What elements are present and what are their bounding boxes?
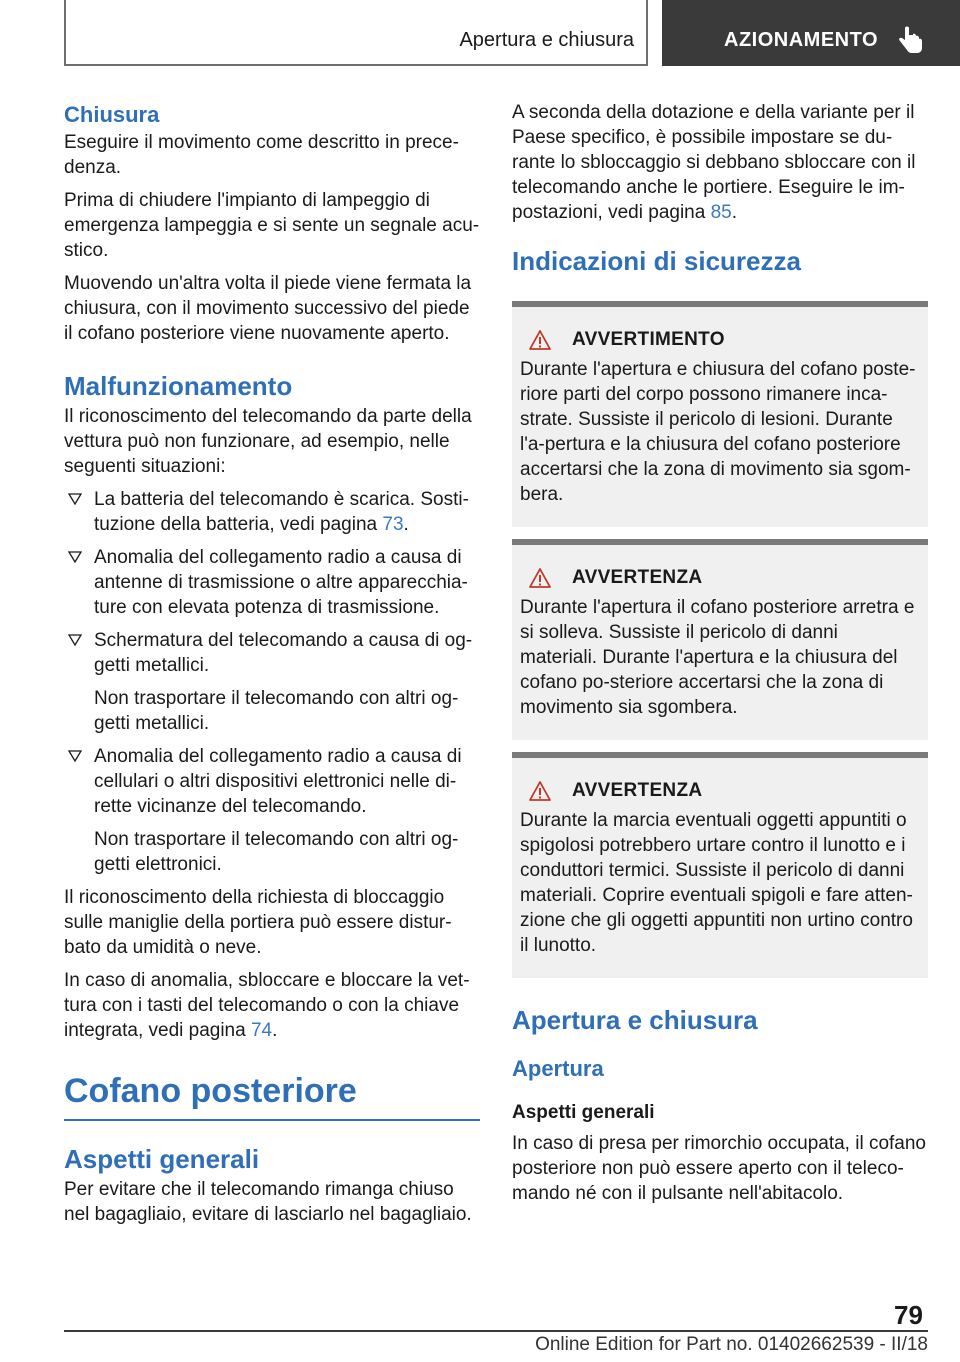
heading-chiusura: Chiusura: [64, 102, 160, 127]
page-link-85[interactable]: 85: [710, 202, 732, 223]
list-item-note: Non trasportare il telecomando con altri og-getti metallici.: [94, 688, 459, 734]
warning-triangle-icon: [528, 329, 552, 351]
bullet-list: [64, 487, 480, 877]
page-link-74[interactable]: 74: [250, 1020, 273, 1041]
paragraph: In caso di anomalia, sbloccare e bloccare la vet-tura con i tasti del telecomando o con la chiave integrata, vedi pagina 74.: [64, 970, 470, 1041]
warning-title: AVVERTIMENTO: [572, 329, 725, 350]
warning-text: Durante la marcia eventuali oggetti appuntiti o spigolosi potrebbero urtare contro il lunotto e i conduttori termici. Sussiste il pericolo di danni materiali. Coprire eventuali spigoli e fare atten-zione che gli oggetti appuntiti non urtino contro il lunotto.: [520, 810, 913, 956]
paragraph: In caso di presa per rimorchio occupata, il cofano posteriore non può essere aperto con il teleco-mando né con il pulsante nell'abitacolo.: [512, 1133, 926, 1204]
paragraph: Muovendo un'altra volta il piede viene fermata la chiusura, con il movimento successivo del piede il cofano posteriore viene nuovamente aperto.: [64, 273, 472, 344]
heading-apertura-chiusura: Apertura e chiusura: [512, 1005, 758, 1035]
triangle-bullet-icon: [68, 749, 82, 763]
paragraph: Il riconoscimento del telecomando da parte della vettura può non funzionare, ad esempio, nelle seguenti situazioni:: [64, 406, 472, 477]
heading-aspetti-generali-right: Aspetti generali: [512, 1102, 655, 1123]
warning-triangle-icon: [528, 567, 552, 589]
triangle-bullet-icon: [68, 492, 82, 506]
warning-triangle-icon: [528, 780, 552, 802]
heading-apertura: Apertura: [512, 1056, 604, 1081]
left-column: [64, 100, 480, 1235]
paragraph: Per evitare che il telecomando rimanga chiuso nel bagagliaio, evitare di lasciarlo nel bagagliaio.: [64, 1179, 472, 1225]
warning-box: [512, 752, 928, 978]
page-number: 79: [894, 1300, 923, 1330]
warning-title: AVVERTENZA: [572, 780, 703, 801]
warning-title: AVVERTENZA: [572, 567, 703, 588]
pointing-hand-icon: [897, 26, 923, 54]
header-section-box: [64, 0, 648, 66]
heading-indicazioni-sicurezza: Indicazioni di sicurezza: [512, 246, 801, 276]
paragraph: Eseguire il movimento come descritto in prece-denza.: [64, 132, 459, 178]
warning-text: Durante l'apertura e chiusura del cofano poste-riore parti del corpo possono rimanere inca-strate. Sussiste il pericolo di lesioni. Durante l'a-pertura e la chiusura del cofano posteriore accertarsi che la zona di movimento sia sgom-bera.: [520, 359, 916, 505]
footer-rule: [64, 1330, 928, 1332]
page-link-73[interactable]: 73: [382, 514, 404, 535]
header-chapter-title: AZIONAMENTO: [724, 29, 879, 51]
warning-text: Durante l'apertura il cofano posteriore arretra e si solleva. Sussiste il pericolo di danni materiali. Durante l'apertura e la chiusura del cofano po-steriore accertarsi che la zona di movimento sia sgombera.: [520, 597, 915, 718]
list-item: Anomalia del collegamento radio a causa di antenne di trasmissione o altre apparecchia-ture con elevata potenza di trasmissione.: [64, 545, 480, 620]
header-section-title: Apertura e chiusura: [459, 29, 634, 51]
paragraph: Prima di chiudere l'impianto di lampeggio di emergenza lampeggia e si sente un segnale acu-stico.: [64, 190, 480, 261]
triangle-bullet-icon: [68, 550, 82, 564]
list-item: La batteria del telecomando è scarica. Sosti-tuzione della batteria, vedi pagina 73.: [64, 487, 480, 537]
paragraph: Il riconoscimento della richiesta di bloccaggio sulle maniglie della portiera può essere distur-bato da umidità o neve.: [64, 887, 452, 958]
heading-cofano-posteriore: Cofano posteriore: [64, 1072, 357, 1110]
heading-aspetti-generali: Aspetti generali: [64, 1144, 260, 1174]
list-item: Schermatura del telecomando a causa di og-getti metallici. Non trasportare il telecomando con altri og-getti metallici.: [64, 628, 480, 736]
header-chapter-box: [662, 0, 960, 66]
list-item: Anomalia del collegamento radio a causa di cellulari o altri dispositivi elettronici nelle di-rette vicinanze del telecomando. Non trasportare il telecomando con altri og-getti elettronici.: [64, 744, 480, 877]
list-item-note: Non trasportare il telecomando con altri og-getti elettronici.: [94, 829, 459, 875]
warning-box: [512, 301, 928, 527]
right-column: [512, 100, 928, 1214]
heading-malfunzionamento: Malfunzionamento: [64, 371, 293, 401]
warning-box: [512, 539, 928, 740]
footer-edition: Online Edition for Part no. 01402662539 - II/18: [535, 1334, 928, 1355]
paragraph: A seconda della dotazione e della variante per il Paese specifico, è possibile impostare se du-rante lo sbloccaggio si debbano sbloccare con il telecomando anche le portiere. Eseguire le im-postazioni, vedi pagina 85.: [512, 102, 916, 223]
triangle-bullet-icon: [68, 633, 82, 647]
heading-rule: [64, 1119, 480, 1121]
